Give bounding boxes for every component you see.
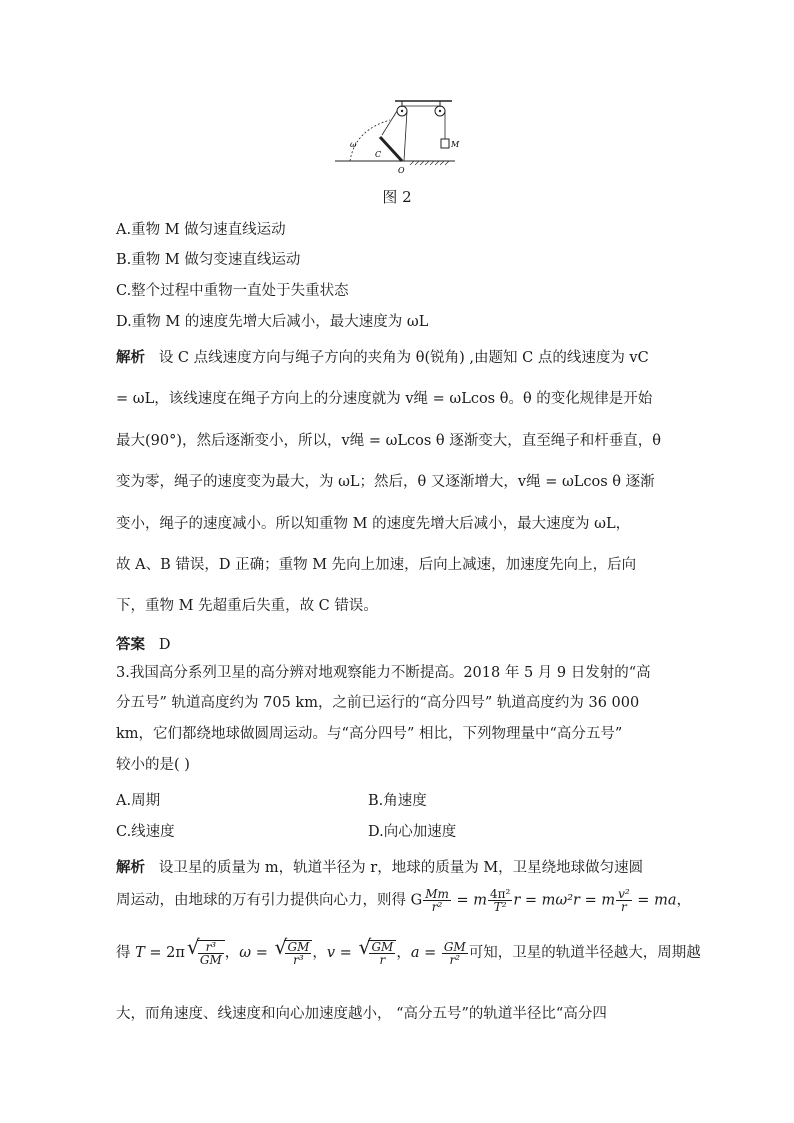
q2-answer-label: 答案 <box>116 636 145 653</box>
mass-m <box>441 139 449 148</box>
q2-option-d: D.重物 M 的速度先增大后减小，最大速度为 ωL <box>116 314 429 330</box>
label-omega: ω <box>350 140 357 149</box>
q3-analysis-text-1: 设卫星的质量为 m，轨道半径为 r，地球的质量为 M，卫星绕地球做匀速圆 <box>158 860 644 876</box>
q3-stem-line-3: km，它们都绕地球做圆周运动。与“高分四号” 相比，下列物理量中“高分五号” <box>116 726 623 742</box>
q3-option-d: D.向心加速度 <box>368 824 457 840</box>
ground-hatch <box>410 161 449 165</box>
q2-analysis-line-5: 变小，绳子的速度减小。所以知重物 M 的速度先增大后减小，最大速度为 ωL， <box>116 516 631 532</box>
q3-analysis-label: 解析 <box>116 859 145 876</box>
q2-analysis-label: 解析 <box>116 349 145 366</box>
label-m: M <box>451 140 460 149</box>
figure-caption: 图 2 <box>382 188 412 206</box>
formula-gmm-r2: $\frac{Mm}{\text{r²}}$ <box>425 887 449 914</box>
rod <box>380 137 402 161</box>
q2-option-c: C.整个过程中重物一直处于失重状态 <box>116 283 349 299</box>
q2-answer-value: D <box>158 637 171 653</box>
q3-option-b: B.角速度 <box>368 793 427 809</box>
rope-vertical <box>404 111 407 161</box>
formula-4pi2-t2: $\frac{\text{4π²}}{\text{T²}}$ <box>490 887 511 914</box>
q2-analysis-line-1 <box>116 346 649 367</box>
label-c: C <box>375 150 382 159</box>
q3-analysis-line-3: 得 T = 2π √ $\frac{\text{r³}}{GM}$ ，ω = √ $\frac{GM}{\text{r³}}$ ，v = √ $\frac{GM}{r}$ ，a = $\frac{GM}{\text{r²}}$ 可知，卫星的轨道半径越大，周期越 <box>116 940 701 966</box>
q3-stem-line-4: 较小的是( ) <box>116 757 190 773</box>
q3-option-c: C.线速度 <box>116 824 175 840</box>
q2-option-b: B.重物 M 做匀变速直线运动 <box>116 252 301 268</box>
q2-answer <box>116 633 170 654</box>
q3-analysis-text-3: 可知，卫星的轨道半径越大，周期越 <box>468 945 701 961</box>
pulley-diagram <box>330 95 460 175</box>
q3-stem-line-2: 分五号” 轨道高度约为 705 km，之前已运行的“高分四号” 轨道高度约为 36 000 <box>116 695 640 711</box>
rope-to-c <box>382 111 397 135</box>
q2-analysis-line-6: 故 A、B 错误，D 正确；重物 M 先向上加速，后向上减速，加速度先向上，后向 <box>116 557 637 573</box>
q2-analysis-text-1: 设 C 点线速度方向与绳子方向的夹角为 θ(锐角) ,由题知 C 点的线速度为 vC <box>158 350 649 366</box>
q3-analysis-text-2: 周运动，由地球的万有引力提供向心力，则得 G <box>116 892 423 909</box>
q2-analysis-line-4: 变为零，绳子的速度变为最大，为 ωL；然后，θ 又逐渐增大，v绳 = ωLcos θ 逐渐 <box>116 474 655 490</box>
q2-option-a: A.重物 M 做匀速直线运动 <box>116 222 286 238</box>
q3-analysis-line-4: 大，而角速度、线速度和向心加速度越小， “高分五号”的轨道半径比“高分四 <box>116 1006 607 1022</box>
q3-stem-line-1: 3.我国高分系列卫星的高分辨对地观察能力不断提高。2018 年 5 月 9 日发射的“高 <box>116 665 651 681</box>
q3-analysis-line-1 <box>116 856 643 877</box>
q2-analysis-line-7: 下，重物 M 先超重后失重，故 C 错误。 <box>116 598 378 614</box>
formula-v2-r: $\frac{\text{v²}}{r}$ <box>618 887 630 914</box>
q2-analysis-line-3: 最大(90°)，然后逐渐变小，所以，v绳 = ωLcos θ 逐渐变大，直至绳子和杆垂直，θ <box>116 433 661 449</box>
q3-option-a: A.周期 <box>116 793 161 809</box>
label-o: O <box>398 166 405 175</box>
q2-analysis-line-2: = ωL，该线速度在绳子方向上的分速度就为 v绳 = ωLcos θ。θ 的变化规律是开始 <box>116 391 653 407</box>
q3-analysis-line-2: 周运动，由地球的万有引力提供向心力，则得 G $\frac{Mm}{\text{r²}}$ = m $\frac{\text{4π²}}{\text{T²}}$ r = mω²r = m $\frac{\text{v²}}{r}$ = ma， <box>116 887 691 914</box>
